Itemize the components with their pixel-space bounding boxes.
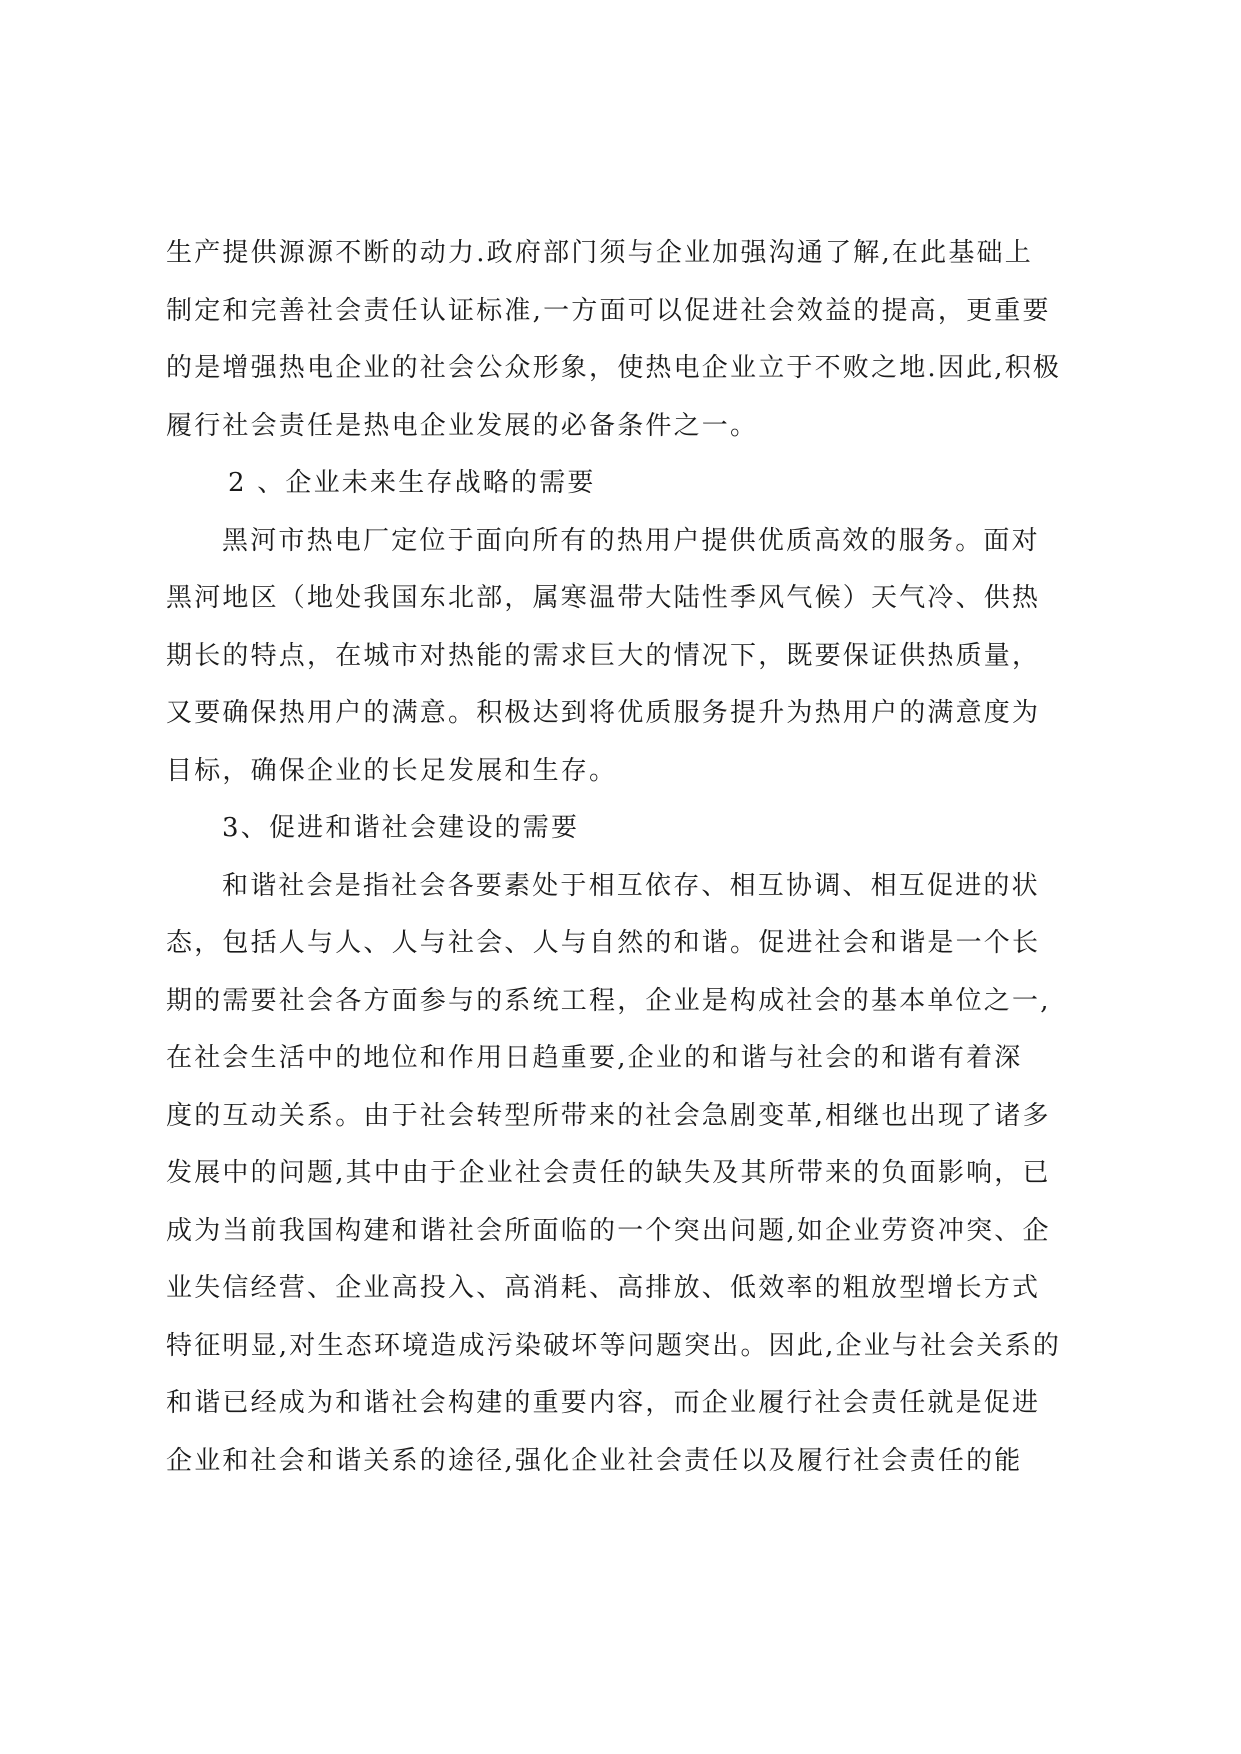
text-line: 和谐社会是指社会各要素处于相互依存、相互协调、相互促进的状 [222, 870, 1040, 901]
text-line: 和谐已经成为和谐社会构建的重要内容，而企业履行社会责任就是促进 [166, 1388, 1041, 1418]
text-line: 企业和社会和谐关系的途径,强化企业社会责任以及履行社会责任的能 [166, 1445, 1023, 1476]
text-line: 目标，确保企业的长足发展和生存。 [166, 755, 618, 786]
text-line: 期的需要社会各方面参与的系统工程，企业是构成社会的基本单位之一, [166, 985, 1051, 1016]
text-line: 态，包括人与人、人与社会、人与自然的和谐。促进社会和谐是一个长 [166, 928, 1041, 958]
text-line: 黑河地区（地处我国东北部，属寒温带大陆性季风气候）天气冷、供热 [166, 583, 1041, 613]
text-line: 的是增强热电企业的社会公众形象，使热电企业立于不败之地.因此,积极 [166, 353, 1062, 383]
text-line: 又要确保热用户的满意。积极达到将优质服务提升为热用户的满意度为 [166, 698, 1041, 728]
text-line: 特征明显,对生态环境造成污染破坏等问题突出。因此,企业与社会关系的 [166, 1330, 1062, 1361]
text-line: 度的互动关系。由于社会转型所带来的社会急剧变革,相继也出现了诸多 [166, 1100, 1051, 1131]
body-text [166, 225, 1076, 1490]
text-line: 履行社会责任是热电企业发展的必备条件之一。 [166, 410, 759, 441]
text-line: 黑河市热电厂定位于面向所有的热用户提供优质高效的服务。面对 [222, 525, 1040, 556]
text-line: 成为当前我国构建和谐社会所面临的一个突出问题,如企业劳资冲突、企 [166, 1215, 1051, 1246]
section-heading: 2 、企业未来生存战略的需要 [228, 468, 596, 498]
text-line: 在社会生活中的地位和作用日趋重要,企业的和谐与社会的和谐有着深 [166, 1043, 1023, 1073]
text-line: 期长的特点，在城市对热能的需求巨大的情况下，既要保证供热质量， [166, 640, 1041, 671]
text-line: 发展中的问题,其中由于企业社会责任的缺失及其所带来的负面影响，已 [166, 1158, 1051, 1188]
section-heading: 3、促进和谐社会建设的需要 [222, 813, 580, 843]
text-line: 生产提供源源不断的动力.政府部门须与企业加强沟通了解,在此基础上 [166, 238, 1033, 268]
text-line: 制定和完善社会责任认证标准,一方面可以促进社会效益的提高，更重要 [166, 295, 1051, 326]
text-line: 业失信经营、企业高投入、高消耗、高排放、低效率的粗放型增长方式 [166, 1273, 1041, 1303]
